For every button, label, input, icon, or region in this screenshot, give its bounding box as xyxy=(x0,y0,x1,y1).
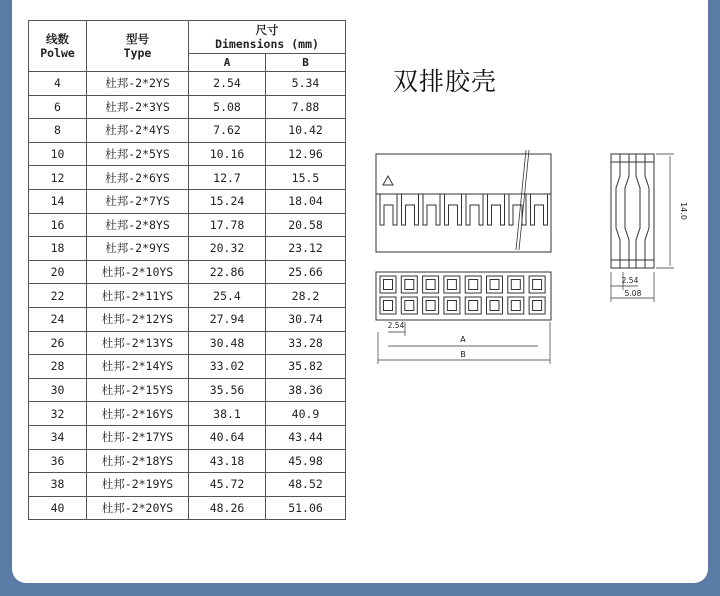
cell-b: 48.52 xyxy=(266,473,346,497)
cell-b: 33.28 xyxy=(266,331,346,355)
pin-cavity-inner xyxy=(490,280,499,290)
pin-cavity xyxy=(423,276,439,293)
pin-cavity-inner xyxy=(384,301,393,311)
pin-cavity xyxy=(487,276,503,293)
cell-type: 杜邦-2*6YS xyxy=(87,166,189,190)
cell-type: 杜邦-2*9YS xyxy=(87,237,189,261)
cell-b: 7.88 xyxy=(266,95,346,119)
cell-polwe: 20 xyxy=(29,260,87,284)
cell-type: 杜邦-2*5YS xyxy=(87,142,189,166)
cell-b: 15.5 xyxy=(266,166,346,190)
cell-polwe: 6 xyxy=(29,95,87,119)
pin-cavity xyxy=(401,297,417,314)
side-width-label: 5.08 xyxy=(624,289,642,298)
header-polwe-en: Polwe xyxy=(40,46,75,60)
cell-type: 杜邦-2*4YS xyxy=(87,119,189,143)
front-view xyxy=(376,150,551,252)
cell-a: 5.08 xyxy=(189,95,266,119)
cell-polwe: 34 xyxy=(29,425,87,449)
cell-a: 30.48 xyxy=(189,331,266,355)
pin-cavity-inner xyxy=(426,280,435,290)
pin-cavity xyxy=(401,276,417,293)
cell-type: 杜邦-2*15YS xyxy=(87,378,189,402)
pin-cavity-inner xyxy=(490,301,499,311)
contact-slot xyxy=(488,194,505,225)
pin-cavity-inner xyxy=(469,301,478,311)
cell-a: 40.64 xyxy=(189,425,266,449)
pin-cavity xyxy=(444,297,460,314)
cell-b: 40.9 xyxy=(266,402,346,426)
cell-a: 22.86 xyxy=(189,260,266,284)
cell-b: 51.06 xyxy=(266,496,346,520)
cell-type: 杜邦-2*14YS xyxy=(87,355,189,379)
cell-a: 2.54 xyxy=(189,72,266,96)
cell-type: 杜邦-2*13YS xyxy=(87,331,189,355)
pin-cavity xyxy=(465,276,481,293)
pin-cavity-inner xyxy=(405,301,414,311)
cell-b: 20.58 xyxy=(266,213,346,237)
cell-b: 5.34 xyxy=(266,72,346,96)
cell-a: 12.7 xyxy=(189,166,266,190)
cell-a: 35.56 xyxy=(189,378,266,402)
pin-cavity xyxy=(380,276,396,293)
header-dimensions-en: Dimensions (mm) xyxy=(215,37,319,51)
pin-cavity-inner xyxy=(533,301,542,311)
bottom-outline xyxy=(376,272,551,320)
header-type-cn: 型号 xyxy=(126,32,149,46)
header-polwe-cn: 线数 xyxy=(46,32,69,46)
pin-cavity xyxy=(508,297,524,314)
header-dimensions-cn: 尺寸 xyxy=(255,23,279,37)
header-b: B xyxy=(266,54,346,72)
cell-b: 38.36 xyxy=(266,378,346,402)
cell-type: 杜邦-2*20YS xyxy=(87,496,189,520)
cell-type: 杜邦-2*11YS xyxy=(87,284,189,308)
contact-slot xyxy=(402,194,419,225)
pitch-label: 2.54 xyxy=(387,321,405,330)
cell-polwe: 22 xyxy=(29,284,87,308)
pin-cavity-inner xyxy=(405,280,414,290)
pin-cavity xyxy=(423,297,439,314)
cell-a: 25.4 xyxy=(189,284,266,308)
cell-b: 18.04 xyxy=(266,189,346,213)
pin-cavity xyxy=(487,297,503,314)
cell-polwe: 8 xyxy=(29,119,87,143)
cell-b: 45.98 xyxy=(266,449,346,473)
cell-type: 杜邦-2*12YS xyxy=(87,307,189,331)
cell-b: 30.74 xyxy=(266,307,346,331)
contact-slot xyxy=(380,194,397,225)
cell-a: 33.02 xyxy=(189,355,266,379)
pin-cavity xyxy=(508,276,524,293)
cell-a: 15.24 xyxy=(189,189,266,213)
cell-type: 杜邦-2*18YS xyxy=(87,449,189,473)
pin-cavity-inner xyxy=(447,301,456,311)
header-type-en: Type xyxy=(123,46,152,60)
cell-a: 45.72 xyxy=(189,473,266,497)
cell-b: 43.44 xyxy=(266,425,346,449)
cell-polwe: 28 xyxy=(29,355,87,379)
cell-a: 27.94 xyxy=(189,307,266,331)
pin-cavity xyxy=(465,297,481,314)
cell-a: 38.1 xyxy=(189,402,266,426)
pin-cavities xyxy=(380,276,545,314)
cell-b: 35.82 xyxy=(266,355,346,379)
contact-slot xyxy=(423,194,440,225)
cell-polwe: 10 xyxy=(29,142,87,166)
pin-cavity-inner xyxy=(447,280,456,290)
cell-type: 杜邦-2*10YS xyxy=(87,260,189,284)
pin-cavity-inner xyxy=(384,280,393,290)
header-a: A xyxy=(189,54,266,72)
dim-a-label: A xyxy=(460,335,466,344)
cell-type: 杜邦-2*19YS xyxy=(87,473,189,497)
pin1-triangle-icon xyxy=(383,176,393,185)
cell-polwe: 4 xyxy=(29,72,87,96)
cell-polwe: 32 xyxy=(29,402,87,426)
cell-type: 杜邦-2*7YS xyxy=(87,189,189,213)
pin-cavity-inner xyxy=(426,301,435,311)
pin-cavity-inner xyxy=(533,280,542,290)
cell-polwe: 30 xyxy=(29,378,87,402)
contact-slot xyxy=(445,194,462,225)
contact-slot xyxy=(531,194,548,225)
product-title: 双排胶壳 xyxy=(393,67,498,96)
cell-polwe: 18 xyxy=(29,237,87,261)
cell-a: 17.78 xyxy=(189,213,266,237)
pin-cavity xyxy=(529,276,545,293)
cell-a: 20.32 xyxy=(189,237,266,261)
cell-type: 杜邦-2*17YS xyxy=(87,425,189,449)
cell-polwe: 12 xyxy=(29,166,87,190)
pin-cavity xyxy=(529,297,545,314)
cell-type: 杜邦-2*16YS xyxy=(87,402,189,426)
cell-a: 10.16 xyxy=(189,142,266,166)
cell-polwe: 26 xyxy=(29,331,87,355)
cell-polwe: 24 xyxy=(29,307,87,331)
pin-cavity xyxy=(444,276,460,293)
cell-polwe: 14 xyxy=(29,189,87,213)
pin-cavity xyxy=(380,297,396,314)
contact-slots xyxy=(380,194,548,225)
cell-b: 28.2 xyxy=(266,284,346,308)
contact-slot xyxy=(466,194,483,225)
cell-a: 7.62 xyxy=(189,119,266,143)
pin-cavity-inner xyxy=(511,301,520,311)
cell-b: 12.96 xyxy=(266,142,346,166)
cell-type: 杜邦-2*3YS xyxy=(87,95,189,119)
cell-type: 杜邦-2*2YS xyxy=(87,72,189,96)
cell-type: 杜邦-2*8YS xyxy=(87,213,189,237)
cell-polwe: 36 xyxy=(29,449,87,473)
pin-cavity-inner xyxy=(511,280,520,290)
dim-b-label: B xyxy=(460,350,466,359)
pin-cavity-inner xyxy=(469,280,478,290)
cell-a: 48.26 xyxy=(189,496,266,520)
housing-outline xyxy=(376,154,551,252)
cell-a: 43.18 xyxy=(189,449,266,473)
cell-b: 25.66 xyxy=(266,260,346,284)
side-view xyxy=(611,154,674,302)
side-pitch-label: 2.54 xyxy=(621,276,639,285)
cell-b: 10.42 xyxy=(266,119,346,143)
cell-b: 23.12 xyxy=(266,237,346,261)
cell-polwe: 38 xyxy=(29,473,87,497)
height-label: 14.0 xyxy=(679,202,688,220)
cell-polwe: 16 xyxy=(29,213,87,237)
cell-polwe: 40 xyxy=(29,496,87,520)
